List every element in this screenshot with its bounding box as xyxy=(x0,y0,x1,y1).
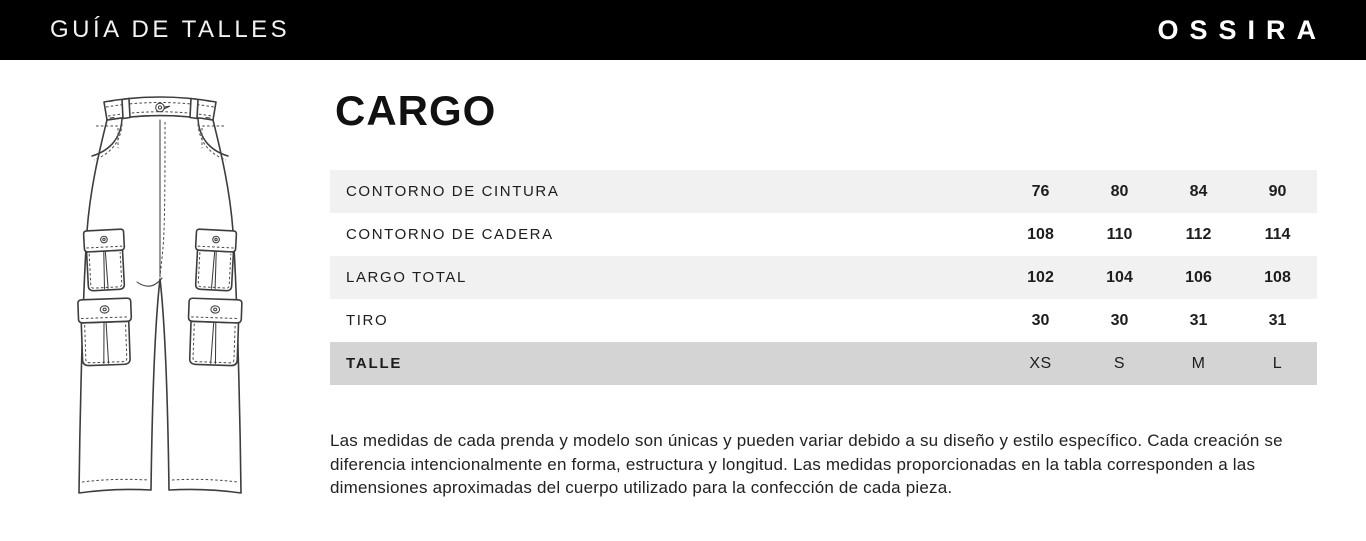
table-row-talle xyxy=(330,342,1317,385)
header-bar xyxy=(0,0,1366,60)
measure-value: 31 xyxy=(1189,311,1208,329)
cargo-pocket-lower-left xyxy=(78,298,133,366)
measure-label: TIRO xyxy=(346,312,389,329)
size-value: XS xyxy=(1029,354,1052,372)
measure-value: 110 xyxy=(1106,225,1133,243)
size-value: M xyxy=(1191,354,1206,372)
measure-value: 114 xyxy=(1264,225,1291,243)
measure-value: 90 xyxy=(1268,182,1287,200)
cargo-pants-illustration xyxy=(66,86,254,516)
page-title: GUÍA DE TALLES xyxy=(50,16,291,43)
measure-value: 76 xyxy=(1031,182,1050,200)
measure-value: 108 xyxy=(1264,268,1291,286)
measure-label: CONTORNO DE CINTURA xyxy=(346,183,560,200)
measure-label: LARGO TOTAL xyxy=(346,269,467,286)
measure-value: 106 xyxy=(1185,268,1212,286)
measure-value: 80 xyxy=(1110,182,1129,200)
product-title: CARGO xyxy=(335,87,497,134)
pants-sketch-svg xyxy=(66,86,254,516)
measurement-disclaimer: Las medidas de cada prenda y modelo son únicas y pueden variar debido a su diseño y estilo específico. Cada creación se diferencia intencionalmente en forma, estructura y longitud. Las medidas proporcionadas en la tabla corresponden a las dimensiones aproximadas del cuerpo utilizado para la confección de cada pieza. xyxy=(330,431,1283,497)
table-row-contorno-cintura xyxy=(330,170,1317,213)
measure-value: 31 xyxy=(1268,311,1287,329)
measure-label: CONTORNO DE CADERA xyxy=(346,226,554,243)
measure-value: 84 xyxy=(1189,182,1208,200)
table-row-tiro xyxy=(330,299,1317,342)
cargo-pocket-lower-right xyxy=(187,298,242,366)
measure-value: 30 xyxy=(1031,311,1050,329)
size-value: L xyxy=(1272,354,1283,372)
measure-value: 30 xyxy=(1110,311,1129,329)
measure-value: 112 xyxy=(1185,225,1212,243)
table-row-largo-total xyxy=(330,256,1317,299)
cargo-pocket-upper-right xyxy=(193,229,236,291)
size-guide-content xyxy=(330,86,1317,500)
cargo-pocket-upper-left xyxy=(83,229,126,291)
measure-value: 104 xyxy=(1106,268,1133,286)
size-table xyxy=(330,170,1317,385)
size-value: S xyxy=(1113,354,1126,372)
measure-value: 102 xyxy=(1027,268,1054,286)
brand-logo: OSSIRA xyxy=(1157,14,1327,45)
measure-value: 108 xyxy=(1027,225,1054,243)
table-row-contorno-cadera xyxy=(330,213,1317,256)
size-header-label: TALLE xyxy=(346,355,403,372)
